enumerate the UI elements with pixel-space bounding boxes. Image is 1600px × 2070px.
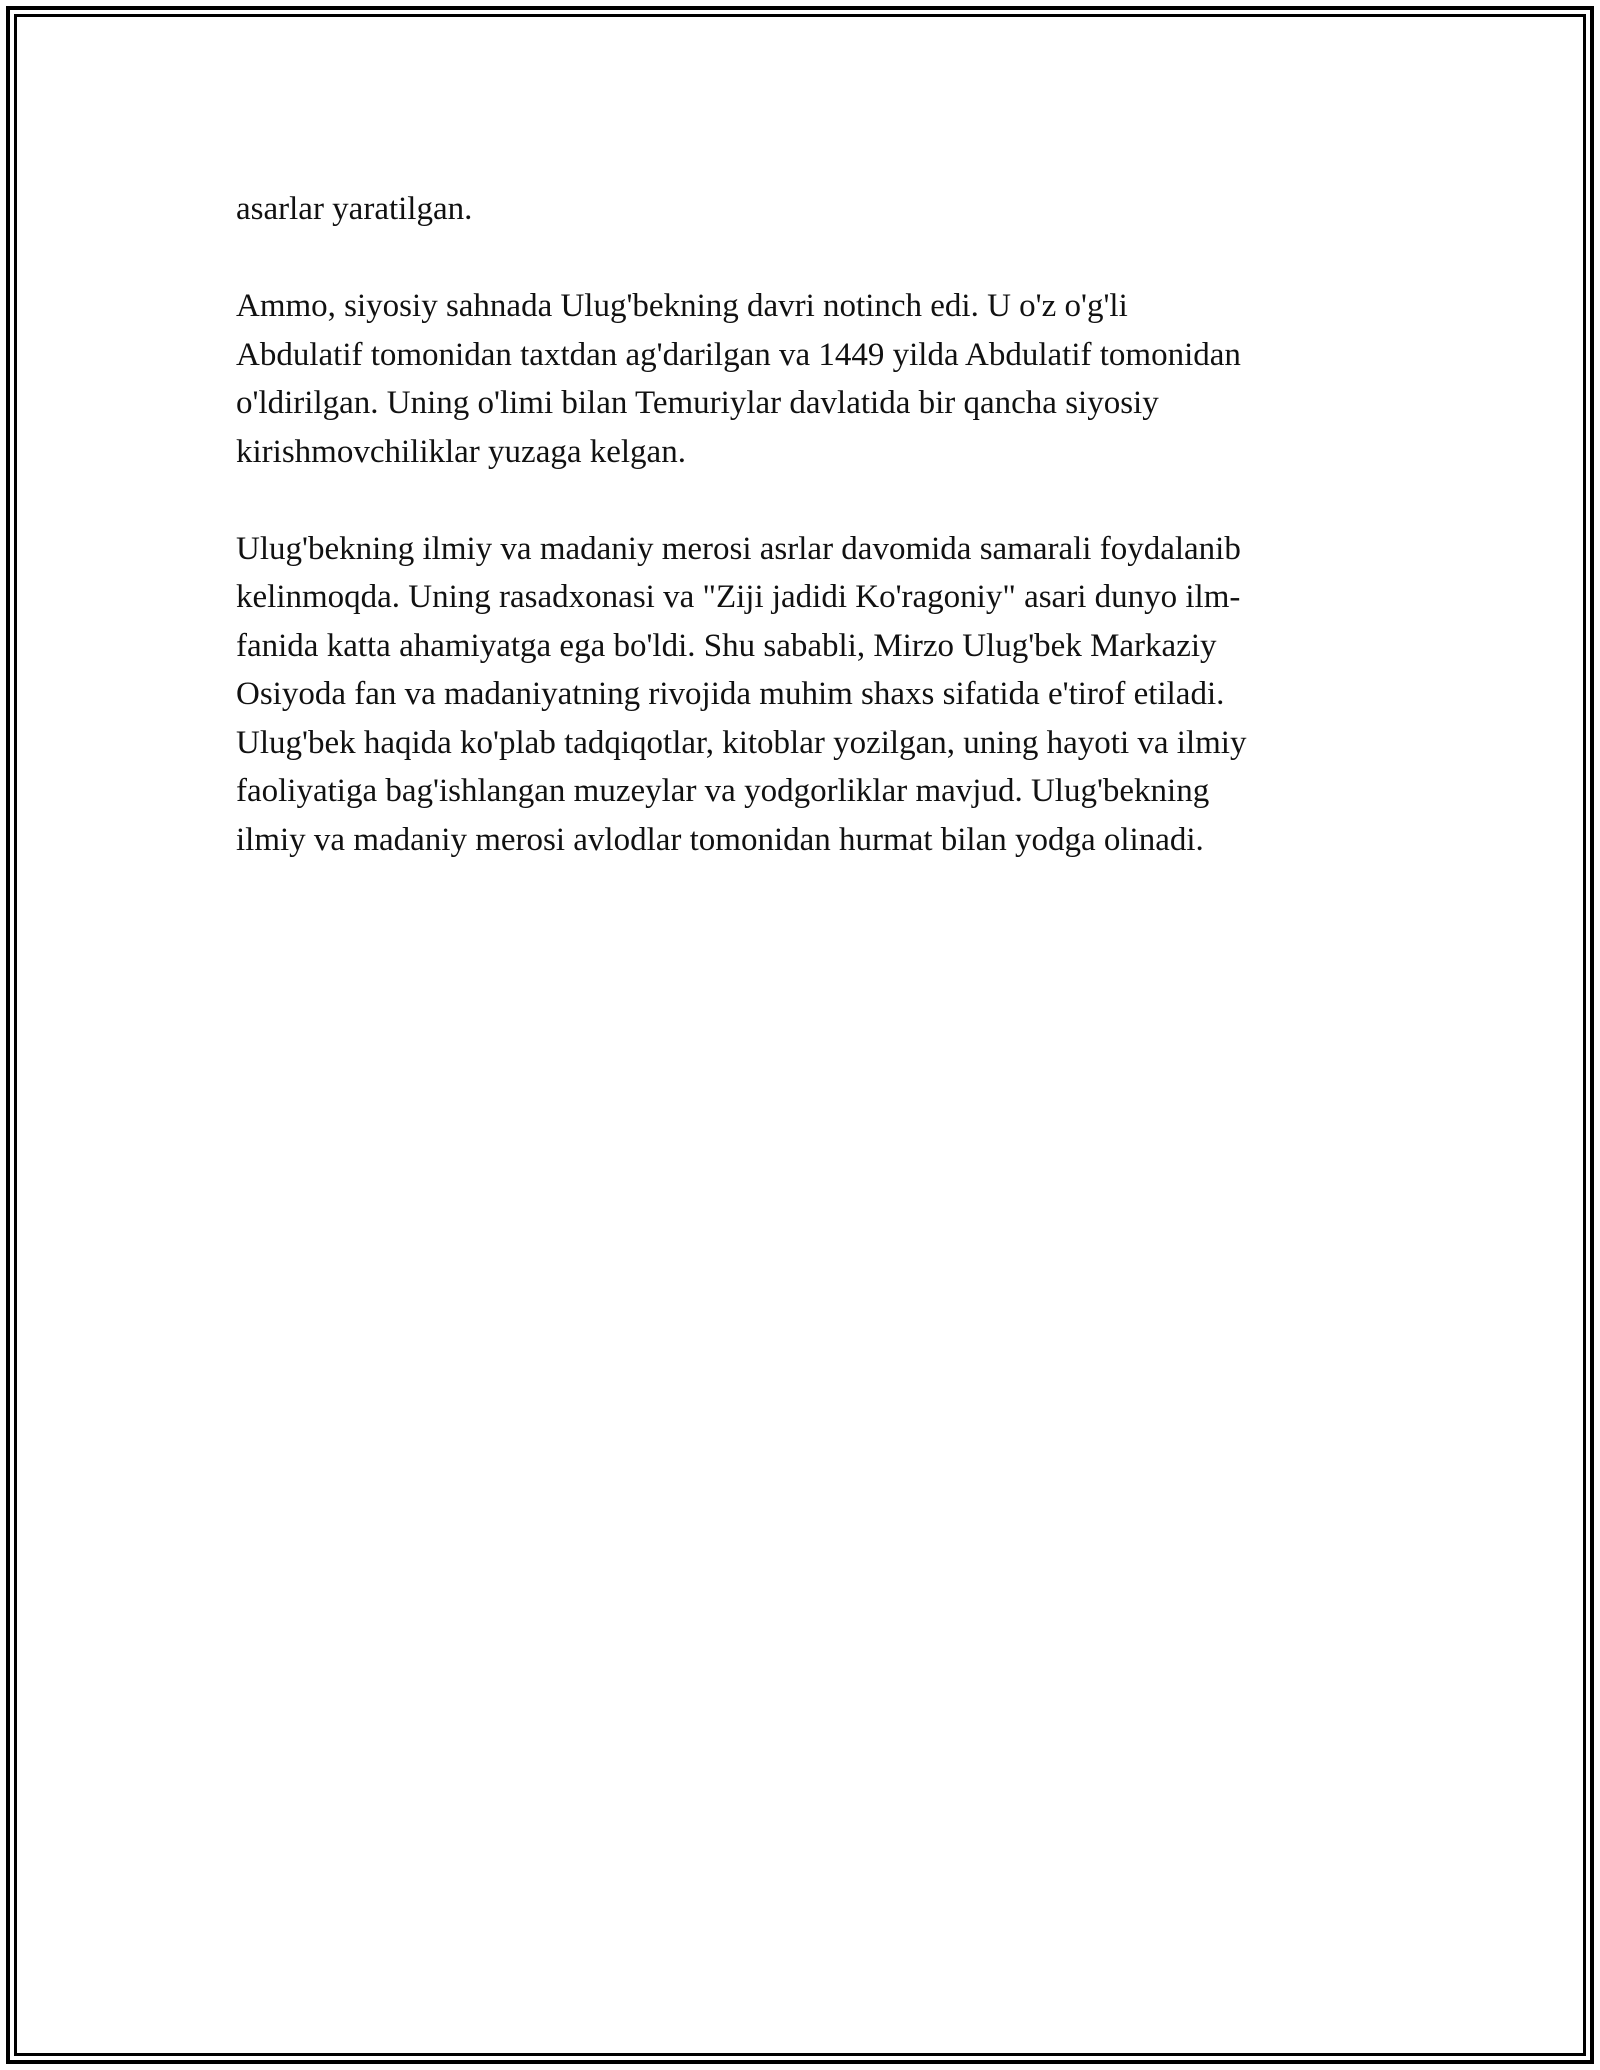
text-line: ilmiy va madaniy merosi avlodlar tomonidan hurmat bilan yodga olinadi.	[236, 821, 1204, 858]
paragraph-1	[236, 185, 1376, 234]
text-line: Ulug'bekning ilmiy va madaniy merosi asrlar davomida samarali foydalanib	[236, 530, 1241, 567]
paragraph-2	[236, 282, 1376, 476]
text-line: faoliyatiga bag'ishlangan muzeylar va yodgorliklar mavjud. Ulug'bekning	[236, 773, 1210, 809]
document-body	[236, 185, 1376, 913]
paragraph-3	[236, 525, 1376, 865]
text-line: Ulug'bek haqida ko'plab tadqiqotlar, kitoblar yozilgan, uning hayoti va ilmiy	[236, 724, 1247, 761]
text-line: kelinmoqda. Uning rasadxonasi va "Ziji jadidi Ko'ragoniy" asari dunyo ilm-	[236, 579, 1241, 615]
text-line: o'ldirilgan. Uning o'limi bilan Temuriylar davlatida bir qancha siyosiy	[236, 385, 1159, 421]
text-line: kirishmovchiliklar yuzaga kelgan.	[236, 433, 686, 470]
text-line: asarlar yaratilgan.	[236, 191, 473, 227]
text-line: Osiyoda fan va madaniyatning rivojida muhim shaxs sifatida e'tirof etiladi.	[236, 676, 1225, 712]
text-line: fanida katta ahamiyatga ega bo'ldi. Shu sababli, Mirzo Ulug'bek Markaziy	[236, 627, 1217, 664]
text-line: Ammo, siyosiy sahnada Ulug'bekning davri notinch edi. U o'z o'g'li	[236, 288, 1128, 324]
text-line: Abdulatif tomonidan taxtdan ag'darilgan va 1449 yilda Abdulatif tomonidan	[236, 336, 1241, 373]
